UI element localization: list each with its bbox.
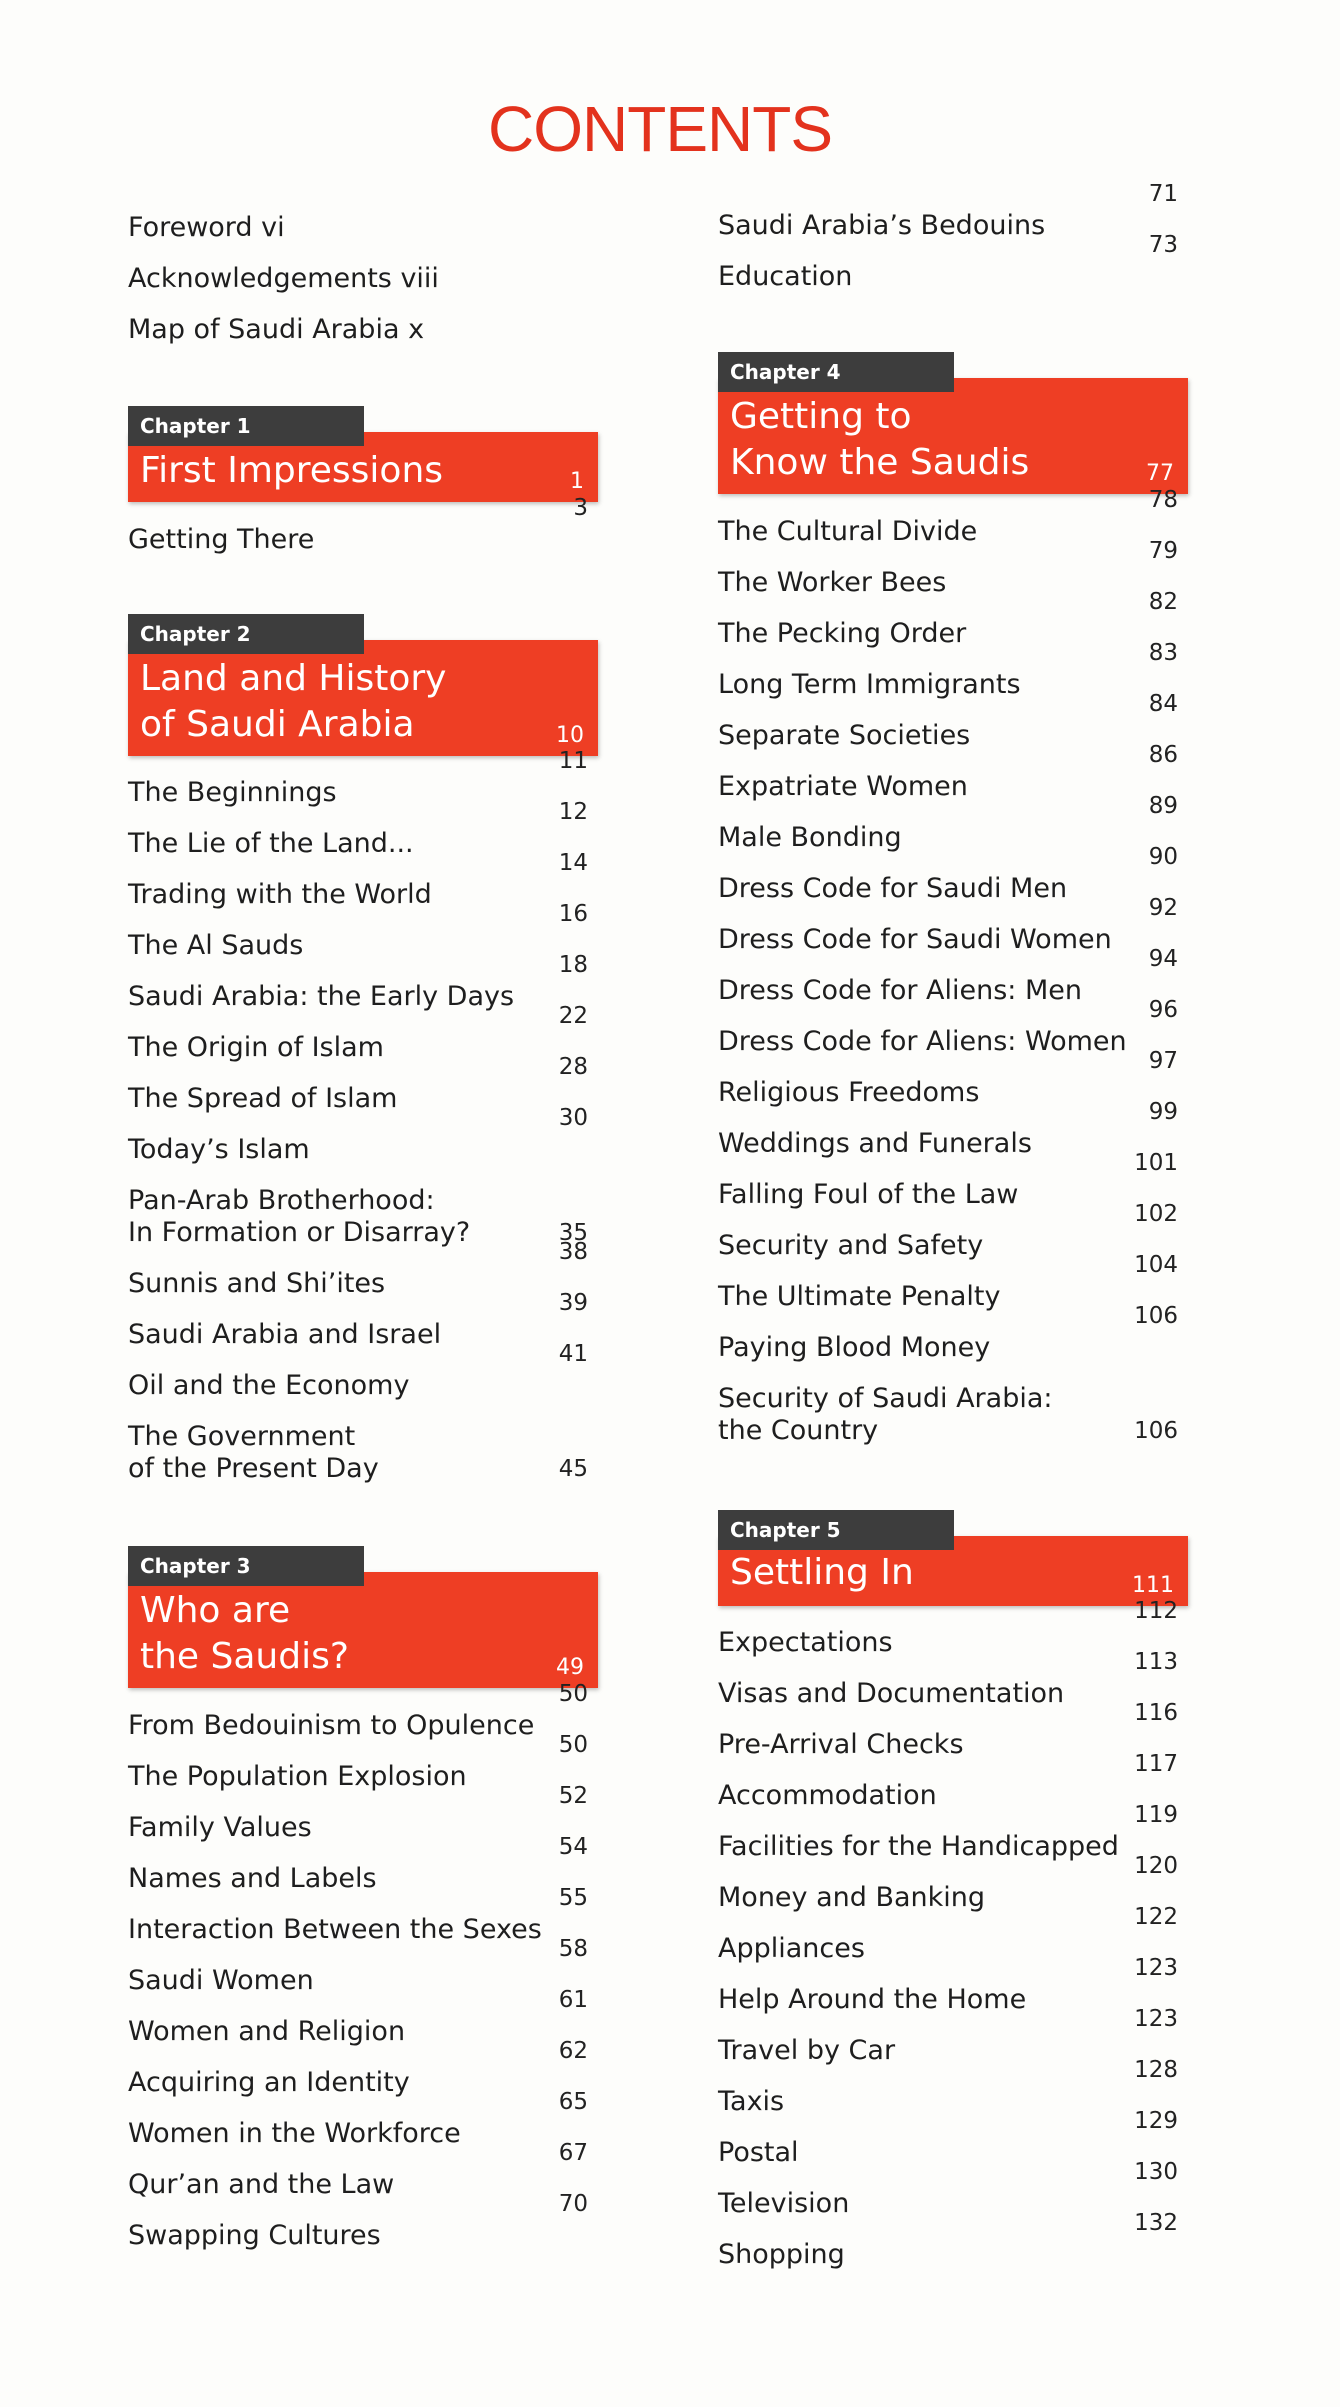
entry-title: The Beginnings [128,777,337,808]
entry-title: Dress Code for Aliens: Women [718,1026,1127,1057]
entry-page: 132 [1134,2210,1178,2236]
chapter-page: 111 [1132,1573,1174,1598]
entry-page: 104 [1134,1252,1178,1278]
entry-title: Acquiring an Identity [128,2067,410,2098]
entry-page: 119 [1134,1802,1178,1828]
entry-title: From Bedouinism to Opulence [128,1710,535,1741]
chapter-title: Getting to Know the Saudis [730,396,1030,483]
entry-page: 73 [1148,232,1178,258]
entry-title: Saudi Arabia and Israel [128,1319,442,1350]
entry-page: 71 [1148,181,1178,207]
entry-title: Saudi Arabia’s Bedouins [718,210,1046,241]
entry-page: 28 [558,1054,588,1080]
entry-title: Male Bonding [718,822,902,853]
entry-title: The Population Explosion [128,1761,467,1792]
entry-title: Religious Freedoms [718,1077,980,1108]
entry-title: Women in the Workforce [128,2118,461,2149]
entry-title: The Spread of Islam [128,1083,398,1114]
entry-page: 62 [558,2038,588,2064]
chapter-tab: Chapter 2 [128,614,364,654]
entry-title: Weddings and Funerals [718,1128,1032,1159]
entry-page: 50 [558,1732,588,1758]
entry-title: Accommodation [718,1780,937,1811]
chapter-5-header[interactable] [718,1510,1188,1606]
entry-page: 92 [1148,895,1178,921]
entry-title: Education [718,261,853,292]
entry-page: 117 [1134,1751,1178,1777]
entry-title: Visas and Documentation [718,1678,1065,1709]
entry-page: 123 [1134,1955,1178,1981]
entry-page: 16 [558,901,588,927]
chapter-tab: Chapter 3 [128,1546,364,1586]
entry-title: Saudi Arabia: the Early Days [128,981,515,1012]
chapter-tab: Chapter 4 [718,352,954,392]
entry-page: 14 [558,850,588,876]
toc-entry[interactable] [128,1185,598,1249]
entry-title: Falling Foul of the Law [718,1179,1019,1210]
entry-page: 50 [558,1681,588,1707]
chapter-3-header[interactable] [128,1546,598,1688]
entry-page: 61 [558,1987,588,2013]
entry-page: 122 [1134,1904,1178,1930]
entry-page: 112 [1134,1598,1178,1624]
entry-title: Pan-Arab Brotherhood: In Formation or Disarray? [128,1185,471,1248]
entry-page: 79 [1148,538,1178,564]
entry-page: 45 [558,1456,588,1482]
page-title: CONTENTS [488,93,832,165]
entry-page: 123 [1134,2006,1178,2032]
entry-page: 89 [1148,793,1178,819]
entry-page: 41 [558,1341,588,1367]
chapter-page: 10 [556,723,584,748]
chapter-page: 77 [1146,461,1174,486]
chapter-title: Who are the Saudis? [140,1590,349,1677]
chapter-tab: Chapter 1 [128,406,364,446]
entry-title: The Lie of the Land... [128,828,414,859]
entry-page: 54 [558,1834,588,1860]
entry-page: 90 [1148,844,1178,870]
entry-page: 11 [558,748,588,774]
entry-page: 128 [1134,2057,1178,2083]
entry-page: 38 [558,1239,588,1265]
entry-page: 12 [558,799,588,825]
entry-page: 35 [558,1220,588,1246]
entry-page: 101 [1134,1150,1178,1176]
entry-title: The Worker Bees [718,567,947,598]
entry-title: Long Term Immigrants [718,669,1021,700]
entry-page: 58 [558,1936,588,1962]
entry-title: Expatriate Women [718,771,968,802]
entry-page: 97 [1148,1048,1178,1074]
entry-page: 130 [1134,2159,1178,2185]
entry-title: Today’s Islam [128,1134,310,1165]
chapter-title: First Impressions [140,450,444,491]
entry-title: Dress Code for Saudi Women [718,924,1112,955]
entry-title: Sunnis and Shi’ites [128,1268,386,1299]
entry-title: Pre-Arrival Checks [718,1729,964,1760]
entry-page: 82 [1148,589,1178,615]
chapter-title: Settling In [730,1552,914,1593]
entry-title: The Al Sauds [128,930,304,961]
front-matter-foreword[interactable]: Foreword vi [128,212,285,243]
entry-title: Facilities for the Handicapped [718,1831,1119,1862]
entry-title: Postal [718,2137,799,2168]
front-matter-map[interactable]: Map of Saudi Arabia x [128,314,425,345]
chapter-title: Land and History of Saudi Arabia [140,658,447,745]
entry-title: The Origin of Islam [128,1032,384,1063]
entry-title: Expectations [718,1627,893,1658]
entry-page: 22 [558,1003,588,1029]
entry-title: Names and Labels [128,1863,377,1894]
toc-entry[interactable] [718,1383,1188,1447]
entry-page: 3 [573,495,588,521]
chapter-tab: Chapter 5 [718,1510,954,1550]
chapter-page: 1 [570,469,584,494]
entry-page: 86 [1148,742,1178,768]
entry-page: 113 [1134,1649,1178,1675]
entry-page: 129 [1134,2108,1178,2134]
entry-title: Appliances [718,1933,865,1964]
entry-page: 78 [1148,487,1178,513]
entry-title: Trading with the World [128,879,432,910]
entry-page: 70 [558,2191,588,2217]
entry-title: Interaction Between the Sexes [128,1914,542,1945]
entry-title: The Pecking Order [718,618,967,649]
entry-title: Money and Banking [718,1882,986,1913]
entry-title: Taxis [718,2086,785,2117]
toc-entry[interactable] [128,1421,598,1485]
entry-page: 30 [558,1105,588,1131]
chapter-page: 49 [556,1655,584,1680]
entry-title: Separate Societies [718,720,971,751]
entry-title: Television [718,2188,850,2219]
entry-page: 83 [1148,640,1178,666]
entry-page: 65 [558,2089,588,2115]
entry-page: 116 [1134,1700,1178,1726]
entry-title: Oil and the Economy [128,1370,410,1401]
entry-title: Help Around the Home [718,1984,1027,2015]
entry-page: 84 [1148,691,1178,717]
entry-page: 67 [558,2140,588,2166]
chapter-2-header[interactable] [128,614,598,756]
chapter-1-header[interactable] [128,406,598,502]
entry-title: Dress Code for Aliens: Men [718,975,1082,1006]
entry-page: 94 [1148,946,1178,972]
entry-title: Paying Blood Money [718,1332,991,1363]
entry-page: 96 [1148,997,1178,1023]
entry-page: 106 [1134,1303,1178,1329]
entry-title: Qur’an and the Law [128,2169,395,2200]
entry-page: 52 [558,1783,588,1809]
entry-title: Travel by Car [718,2035,896,2066]
entry-title: Family Values [128,1812,312,1843]
entry-title: Security of Saudi Arabia: the Country [718,1383,1053,1446]
entry-page: 106 [1134,1418,1178,1444]
entry-title: The Government of the Present Day [128,1421,379,1484]
entry-title: Women and Religion [128,2016,406,2047]
entry-title: Saudi Women [128,1965,314,1996]
entry-title: Shopping [718,2239,845,2270]
chapter-4-header[interactable] [718,352,1188,494]
entry-page: 39 [558,1290,588,1316]
entry-page: 99 [1148,1099,1178,1125]
entry-title: Dress Code for Saudi Men [718,873,1068,904]
entry-page: 102 [1134,1201,1178,1227]
entry-page: 18 [558,952,588,978]
entry-page: 120 [1134,1853,1178,1879]
entry-title: The Cultural Divide [718,516,978,547]
entry-title: Getting There [128,524,315,555]
front-matter-acknowledgements[interactable]: Acknowledgements viii [128,263,439,294]
entry-page: 55 [558,1885,588,1911]
entry-title: Security and Safety [718,1230,984,1261]
entry-title: Swapping Cultures [128,2220,381,2251]
entry-title: The Ultimate Penalty [718,1281,1001,1312]
